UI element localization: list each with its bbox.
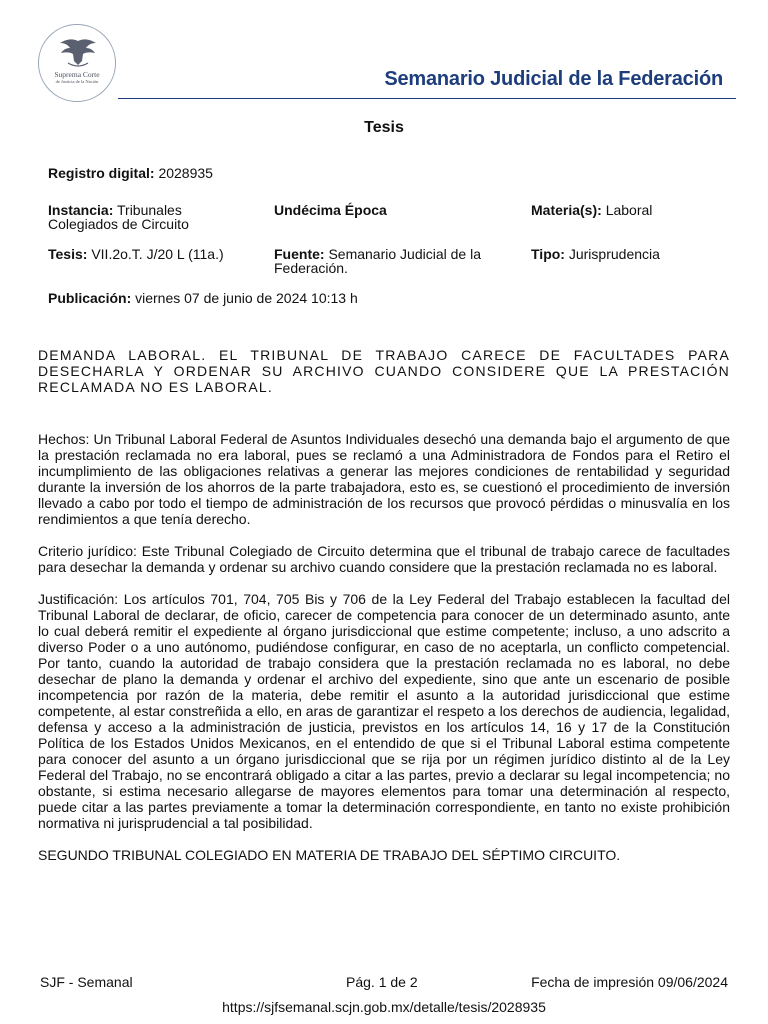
scjn-logo [38,24,116,102]
tesis-label: Tesis: [48,246,88,262]
footer-print-date: Fecha de impresión 09/06/2024 [531,974,728,990]
publicacion-value: viernes 07 de junio de 2024 10:13 h [135,290,358,306]
footer-url[interactable]: https://sjfsemanal.scjn.gob.mx/detalle/tesis/2028935 [222,999,546,1015]
site-title: Semanario Judicial de la Federación [384,68,723,90]
instancia-label: Instancia: [48,202,114,218]
logo-line1: Suprema Corte [54,70,100,79]
publicacion-label: Publicación: [48,290,132,306]
document-title: Tesis [364,119,404,136]
registro-label: Registro digital: [48,165,155,181]
fuente-label: Fuente: [274,246,325,262]
registro-digital [48,166,213,180]
registro-value: 2028935 [158,165,213,181]
paragraph-justificacion: Justificación: Los artículos 701, 704, 705 Bis y 706 de la Ley Federal del Trabajo establecen la facultad del Tribunal Laboral de declarar, de oficio, carecer de competencia para conocer de un determinado asunto, ante lo cual deberá remitir el expediente al órgano jurisdiccional que estime competente; incluso, a uno adscrito a diverso Poder o a uno autónomo, pudiéndose configurar, en caso de no aceptarla, un conflicto competencial. Por tanto, cuando la autoridad de trabajo considera que la prestación reclamada no es laboral, no debe desechar de plano la demanda y ordenar el archivo del expediente, sino que ante un escenario de posible incompetencia por razón de la materia, debe remitir el asunto a la autoridad jurisdiccional que estime competente, al estar constreñida a ello, en aras de garantizar el respeto a los derechos de audiencia, legalidad, defensa y acceso a la administración de justicia, previstos en los artículos 14, 16 y 17 de la Constitución Política de los Estados Unidos Mexicanos, en el entendido de que si el Tribunal Laboral estima competente para conocer del asunto a un órgano jurisdiccional que se rija por un régimen jurídico distinto al de la Ley Federal del Trabajo, no se encontrará obligado a citar a las partes, previo a declarar su legal incompetencia; no obstante, si estima necesario allegarse de mayores elementos para tomar una determinación al respecto, puede citar a las partes previamente a tomar la determinación correspondiente, en tanto no existe prohibición normativa ni jurisprudencial a tal posibilidad. [38,591,730,831]
instancia-value: Tribunales Colegiados de Circuito [48,202,189,232]
epoca-value: Undécima Época [274,202,387,218]
materia [531,203,652,217]
tesis-heading: DEMANDA LABORAL. EL TRIBUNAL DE TRABAJO CARECE DE FACULTADES PARA DESECHARLA Y ORDENAR SU ARCHIVO CUANDO CONSIDERE QUE LA PRESTACIÓN RECLAMADA NO ES LABORAL. [38,347,730,395]
tesis-value: VII.2o.T. J/20 L (11a.) [91,246,224,262]
epoca [274,203,387,217]
tesis-body [38,431,730,879]
fuente [274,247,514,275]
tesis-number [48,247,224,261]
materia-value: Laboral [605,202,653,218]
tipo [531,247,660,261]
logo-line2: de Justicia de la Nación [55,79,99,84]
paragraph-hechos: Hechos: Un Tribunal Laboral Federal de Asuntos Individuales desechó una demanda bajo el argumento de que la prestación reclamada no era laboral, pues se reclamó a una Administradora de Fondos para el Retiro el incumplimiento de las obligaciones relativas a generar las mejores condiciones de rentabilidad y seguridad durante la inversión de los ahorros de la parte trabajadora, esto es, se cuestionó el procedimiento de inversión llevado a cabo por todo el tiempo de administración de los recursos que provocó pérdidas o minusvalía en los rendimientos a que tenía derecho. [38,431,730,527]
paragraph-tribunal: SEGUNDO TRIBUNAL COLEGIADO EN MATERIA DE TRABAJO DEL SÉPTIMO CIRCUITO. [38,847,621,863]
header-divider [118,98,736,99]
footer-page: Pág. 1 de 2 [346,974,418,990]
logo-text [39,71,115,85]
publicacion [48,291,358,305]
tipo-value: Jurisprudencia [568,246,660,262]
materia-label: Materia(s): [531,202,602,218]
paragraph-criterio: Criterio jurídico: Este Tribunal Colegiado de Circuito determina que el tribunal de trabajo carece de facultades para desechar la demanda y ordenar su archivo cuando considere que la prestación reclamada no es laboral. [38,543,730,575]
fuente-value: Semanario Judicial de la Federación. [274,246,481,276]
footer-source: SJF - Semanal [40,974,133,990]
eagle-emblem-icon [56,37,100,69]
tipo-label: Tipo: [531,246,565,262]
instancia [48,203,248,231]
